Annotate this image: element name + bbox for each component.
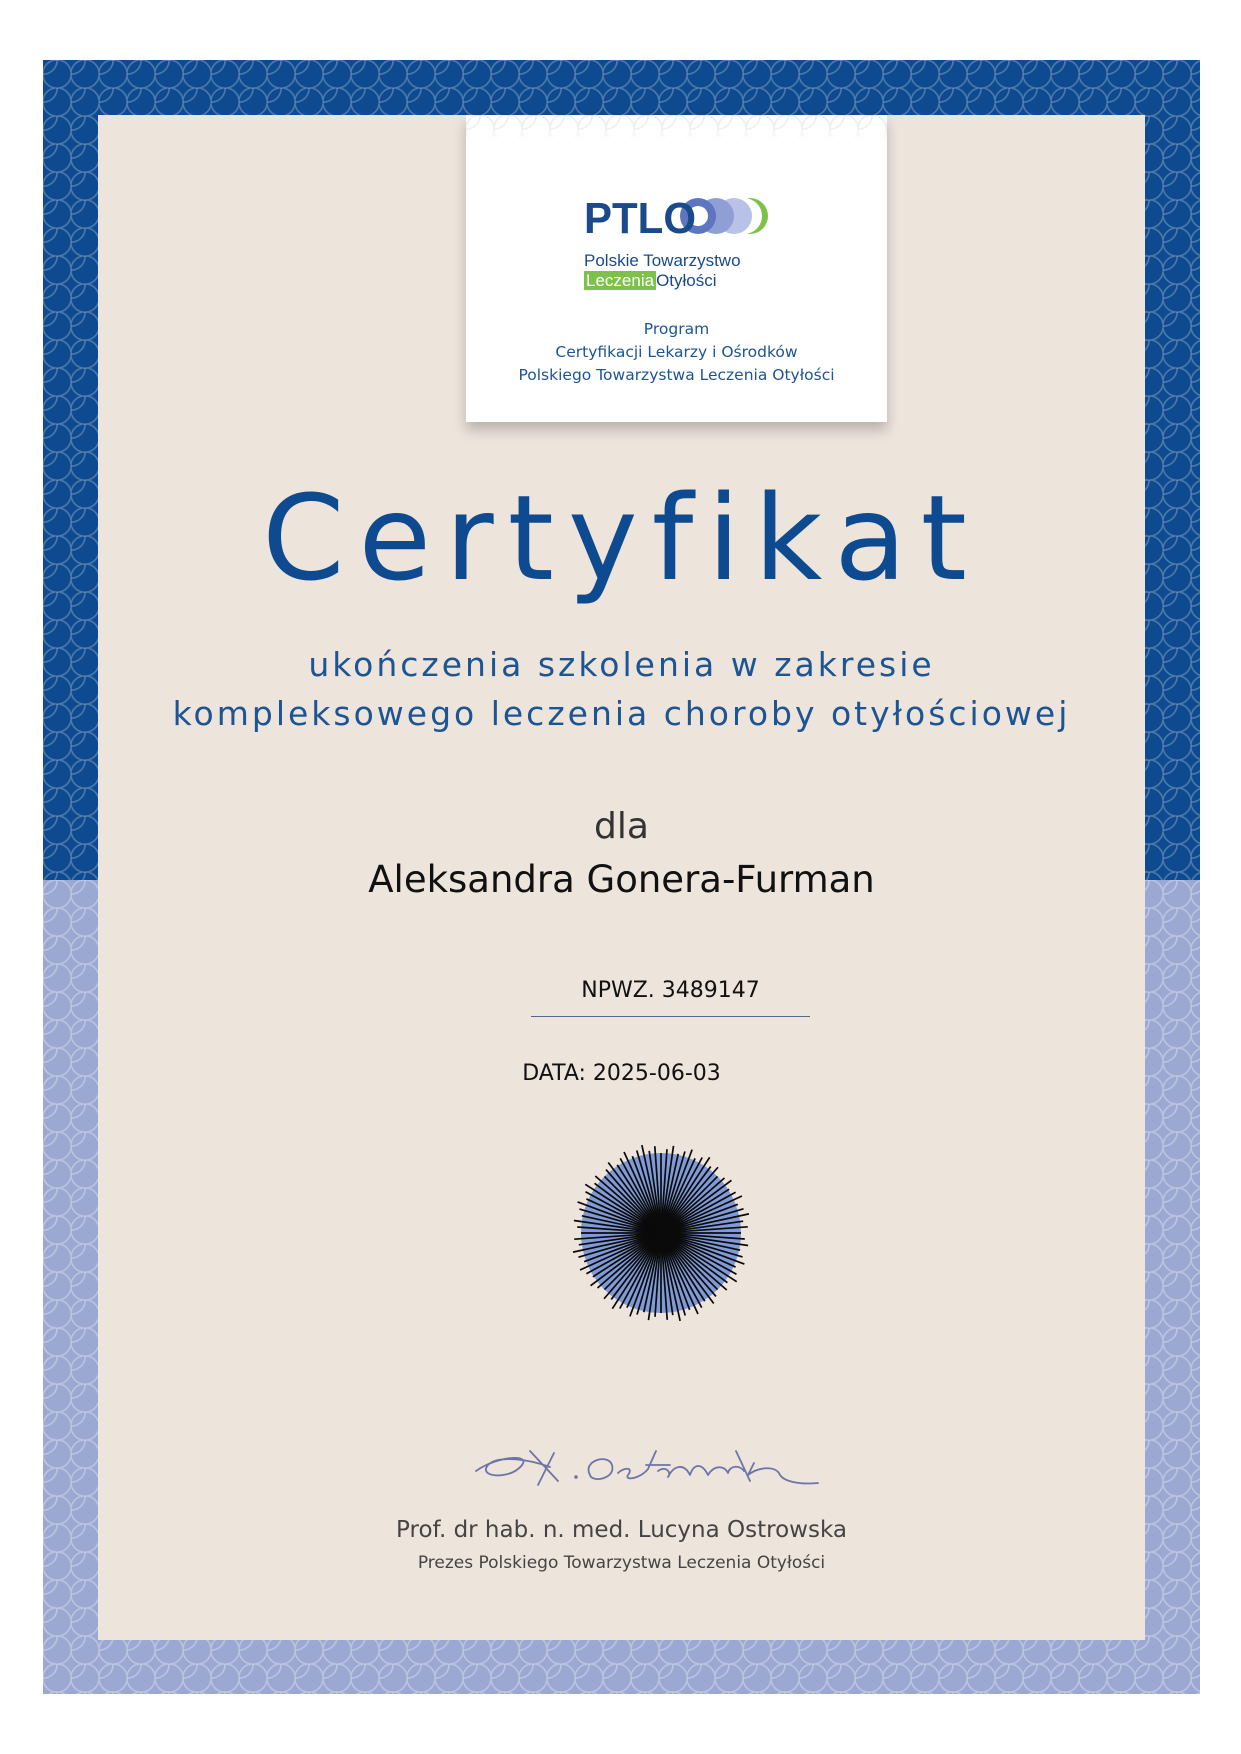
program-line-3: Polskiego Towarzystwa Leczenia Otyłości	[518, 366, 835, 384]
logo-card	[466, 115, 887, 422]
ptlo-logo-mark	[584, 193, 774, 243]
certificate-subtitle	[98, 640, 1145, 738]
subtitle-line-2: kompleksowego leczenia choroby otyłościowej	[172, 694, 1071, 733]
certificate-panel	[98, 115, 1145, 1640]
program-line-2: Certyfikacji Lekarzy i Ośrodków	[555, 343, 798, 361]
ptlo-logo-icon	[584, 193, 774, 293]
certificate-title: Certyfikat	[262, 469, 981, 607]
program-line-1: Program	[643, 320, 710, 338]
npwz-number: NPWZ. 3489147	[531, 976, 810, 1017]
seal-core	[654, 1226, 668, 1240]
program-caption	[466, 318, 887, 387]
signature-icon	[458, 1425, 838, 1495]
logo-org-rest: Otyłości	[656, 271, 717, 290]
logo-org-line1: Polskie Towarzystwo	[584, 251, 741, 270]
logo-mark-text: PTLO	[584, 194, 696, 243]
for-label: dla	[594, 806, 649, 847]
sunburst-seal-icon	[563, 1135, 759, 1331]
logo-org-highlight: Leczenia	[586, 271, 655, 290]
recipient-name: Aleksandra Gonera-Furman	[368, 858, 875, 901]
logo-org-line2	[584, 271, 717, 291]
subtitle-line-1: ukończenia szkolenia w zakresie	[308, 645, 935, 684]
signatory-role: Prezes Polskiego Towarzystwa Leczenia Otyłości	[417, 1553, 826, 1573]
certificate-date: DATA: 2025-06-03	[522, 1061, 721, 1086]
signatory-name: Prof. dr hab. n. med. Lucyna Ostrowska	[396, 1517, 847, 1543]
certificate-frame	[43, 60, 1200, 1694]
logo-card-pattern	[466, 115, 887, 141]
